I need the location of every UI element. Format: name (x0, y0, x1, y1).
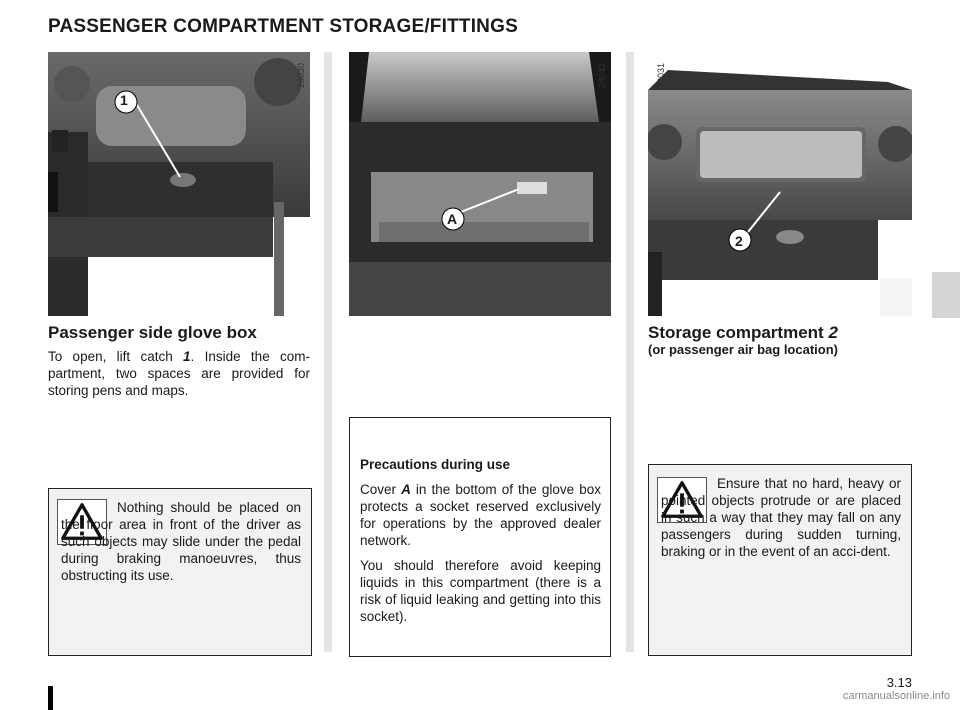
column-separator (626, 52, 634, 652)
glovebox-photo (48, 52, 310, 316)
heavy-objects-warning-text: Ensure that no hard, heavy or pointed objects protrude or are placed in such a way that they may fall on any passengers during sudden turning, braking or in the event of an acci-dent. (661, 476, 901, 559)
precautions-paragraph: You should therefore avoid keeping liquids in this compartment (there is a risk of liquid leaking and getting into this socket). (360, 558, 601, 624)
precautions-heading: Precautions during use (360, 457, 511, 472)
precautions-paragraph: Cover A in the bottom of the glove box protects a socket reserved exclusively for operations by the approved dealer network. (360, 482, 601, 548)
callout-label: 1 (120, 92, 128, 108)
section-tab (932, 272, 960, 318)
callout-label: A (447, 211, 458, 227)
callout-label: 2 (735, 233, 743, 249)
page-title: PASSENGER COMPARTMENT STORAGE/FITTINGS (48, 16, 518, 37)
page-number: 3.13 (886, 675, 912, 690)
floor-warning-box (48, 488, 312, 656)
footer-watermark: carmanualsonline.info (842, 690, 950, 702)
glovebox-heading: Passenger side glove box (48, 323, 257, 342)
socket-photo (349, 52, 611, 316)
photo-ref: 28030 (296, 62, 306, 88)
photo-ref: 28042 (597, 62, 607, 88)
page-marker-bar (48, 686, 53, 710)
heavy-objects-warning-box (648, 464, 912, 656)
precautions-box (349, 417, 611, 657)
storage-heading: Storage compartment 2 (648, 323, 838, 342)
storage-subheading: (or passenger air bag location) (648, 342, 838, 357)
column-separator (324, 52, 332, 652)
floor-warning-text: Nothing should be placed on the floor area in front of the driver as such objects may slide under the pedal during braking manoeuvres, thus obstructing its use. (61, 500, 301, 583)
photo-ref: 28031 (656, 62, 666, 88)
storage-compartment-photo (648, 52, 912, 316)
glovebox-description: To open, lift catch 1. Inside the com-partment, two spaces are provided for storing pens and maps. (48, 349, 311, 398)
